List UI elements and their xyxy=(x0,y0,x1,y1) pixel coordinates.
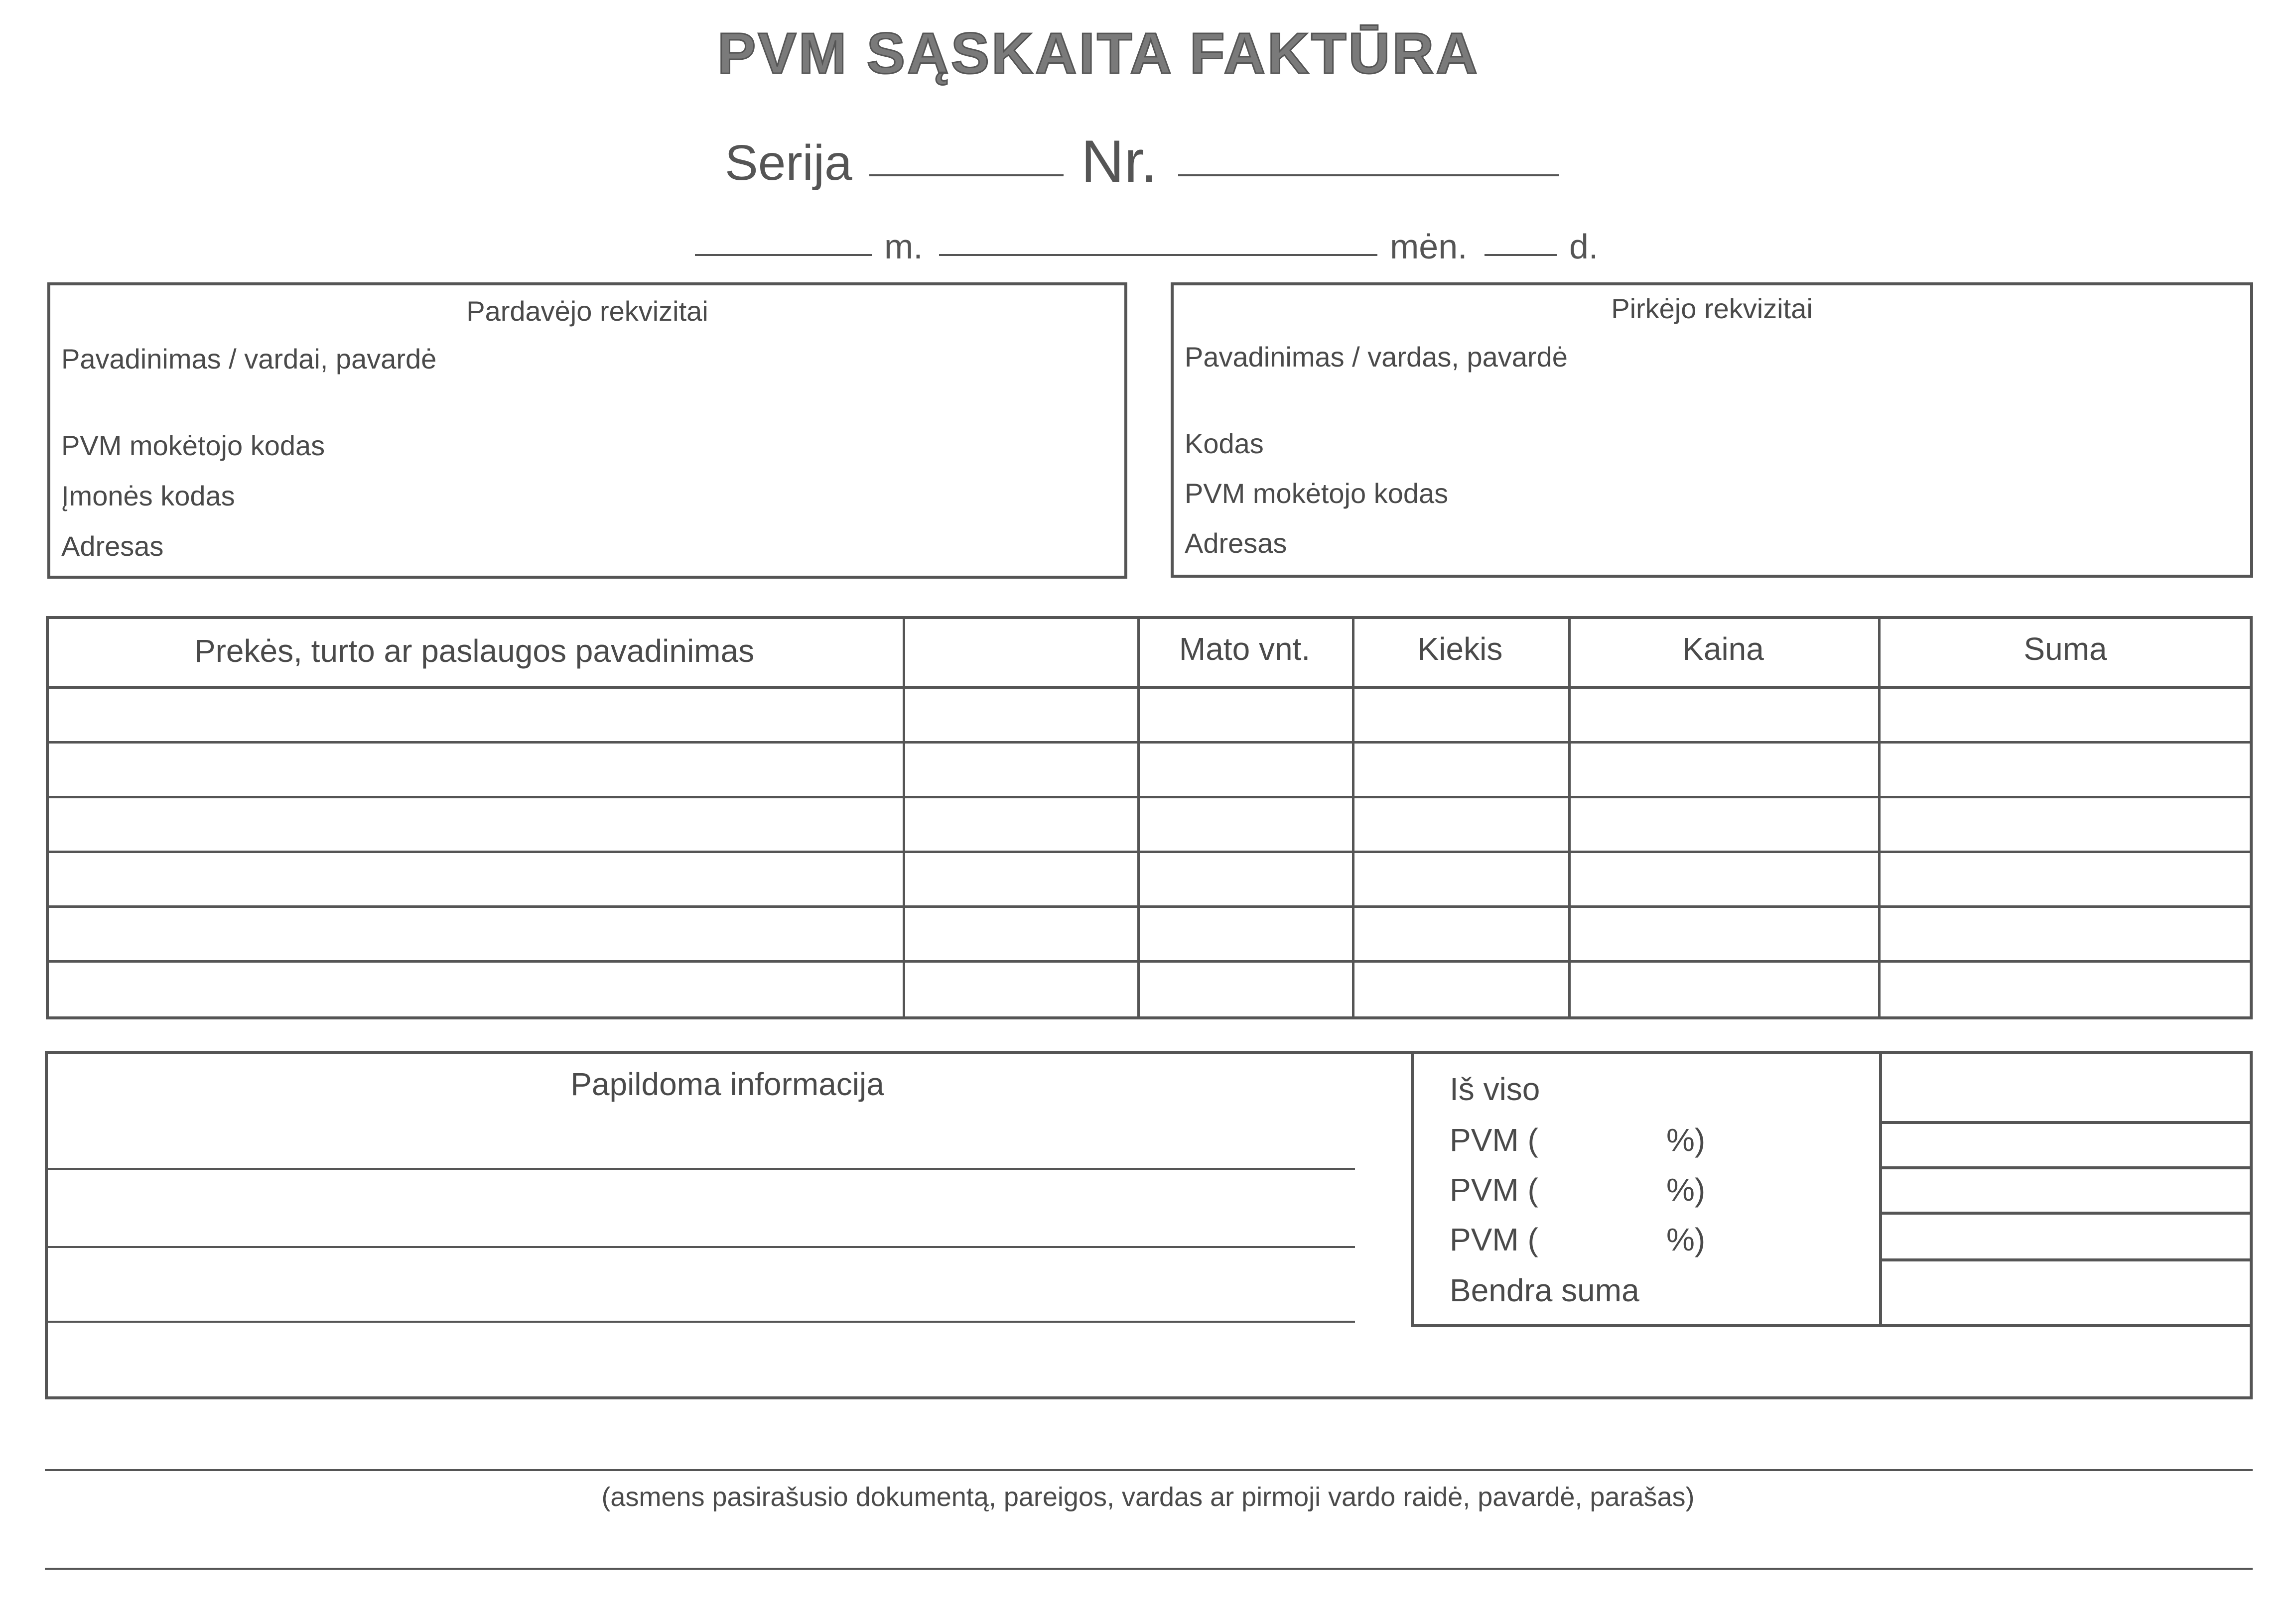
row-divider xyxy=(46,796,2253,798)
buyer-address-label: Adresas xyxy=(1185,527,1287,559)
row-divider xyxy=(46,905,2253,908)
row-divider xyxy=(46,960,2253,963)
col-divider xyxy=(1568,616,1571,1019)
seller-name-label: Pavadinimas / vardai, pavardė xyxy=(61,343,437,374)
signature-line-bottom[interactable] xyxy=(45,1568,2253,1570)
buyer-heading: Pirkėjo rekvizitai xyxy=(1611,293,1813,324)
row-divider xyxy=(46,741,2253,744)
col-header-sum: Suma xyxy=(2024,631,2107,667)
seller-heading: Pardavėjo rekvizitai xyxy=(466,295,708,327)
col-divider xyxy=(1137,616,1140,1019)
month-label: mėn. xyxy=(1390,227,1468,266)
vat-suffix-1: %) xyxy=(1666,1122,1706,1158)
signature-caption: (asmens pasirašusio dokumentą, pareigos, vardas ar pirmoji vardo raidė, pavardė, parašas) xyxy=(601,1482,1695,1512)
additional-info-heading: Papildoma informacija xyxy=(570,1066,884,1102)
buyer-name-label: Pavadinimas / vardas, pavardė xyxy=(1185,341,1568,373)
grand-total-label: Bendra suma xyxy=(1450,1272,1639,1308)
vat-suffix-3: %) xyxy=(1666,1222,1706,1257)
col-header-name: Prekės, turto ar paslaugos pavadinimas xyxy=(194,633,755,669)
day-label: d. xyxy=(1569,227,1599,266)
col-header-price: Kaina xyxy=(1682,631,1764,667)
buyer-box xyxy=(1171,282,2253,578)
year-label: m. xyxy=(884,227,923,266)
grand-total-value-cell[interactable] xyxy=(1879,1258,2253,1327)
vat-label-3: PVM ( xyxy=(1450,1222,1538,1257)
col-divider xyxy=(1352,616,1354,1019)
signature-line-top[interactable] xyxy=(45,1469,2253,1471)
items-table xyxy=(46,616,2253,1019)
additional-info-line xyxy=(45,1168,1355,1170)
col-divider xyxy=(1878,616,1881,1019)
day-field[interactable] xyxy=(1485,254,1557,256)
row-divider xyxy=(46,686,2253,689)
vat-value-cell-2[interactable] xyxy=(1879,1166,2253,1215)
total-label: Iš viso xyxy=(1450,1071,1540,1107)
year-field[interactable] xyxy=(695,254,872,256)
nr-field[interactable] xyxy=(1178,174,1559,176)
nr-label: Nr. xyxy=(1081,128,1158,195)
seller-vat-label: PVM mokėtojo kodas xyxy=(61,430,325,461)
vat-label-2: PVM ( xyxy=(1450,1172,1538,1208)
vat-suffix-2: %) xyxy=(1666,1172,1706,1208)
total-value-cell[interactable] xyxy=(1879,1051,2253,1124)
vat-value-cell-3[interactable] xyxy=(1879,1212,2253,1261)
vat-label-1: PVM ( xyxy=(1450,1122,1538,1158)
col-divider xyxy=(903,616,905,1019)
month-field[interactable] xyxy=(939,254,1377,256)
document-title: PVM SĄSKAITA FAKTŪRA xyxy=(717,21,1480,86)
additional-info-line xyxy=(45,1246,1355,1248)
col-header-quantity: Kiekis xyxy=(1417,631,1503,667)
vat-value-cell-1[interactable] xyxy=(1879,1121,2253,1169)
serija-label: Serija xyxy=(725,135,852,191)
row-divider xyxy=(46,851,2253,853)
buyer-code-label: Kodas xyxy=(1185,428,1264,459)
serija-field[interactable] xyxy=(869,174,1064,176)
buyer-vat-label: PVM mokėtojo kodas xyxy=(1185,478,1449,509)
seller-company-code-label: Įmonės kodas xyxy=(61,480,235,511)
seller-address-label: Adresas xyxy=(61,530,164,562)
additional-info-line xyxy=(45,1321,1355,1323)
col-header-unit: Mato vnt. xyxy=(1179,631,1311,667)
